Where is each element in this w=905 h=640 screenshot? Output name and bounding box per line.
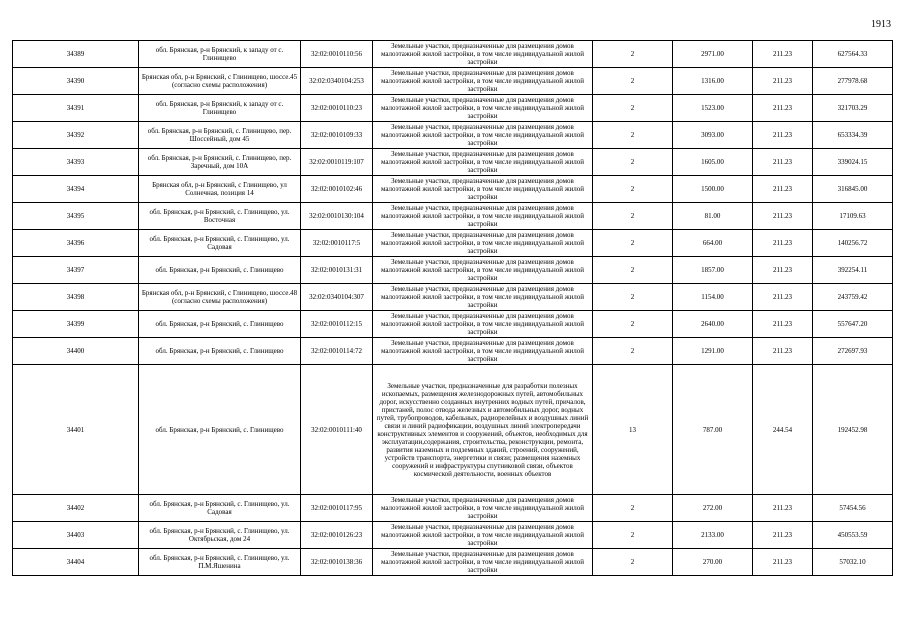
land-use-purpose-cell: Земельные участки, предназначенные для размещения домов малоэтажной жилой застройки, в том числе индивидуальной жилой застройки — [373, 549, 593, 576]
table-row — [13, 257, 893, 284]
land-use-purpose-cell: Земельные участки, предназначенные для размещения домов малоэтажной жилой застройки, в том числе индивидуальной жилой застройки — [373, 495, 593, 522]
group-number-cell: 2 — [593, 284, 673, 311]
specific-value-cell: 211.23 — [753, 95, 813, 122]
land-use-purpose-cell: Земельные участки, предназначенные для размещения домов малоэтажной жилой застройки, в том числе индивидуальной жилой застройки — [373, 149, 593, 176]
row-number: 34392 — [13, 122, 139, 149]
area-cell: 81.00 — [673, 203, 753, 230]
cadastral-number-cell: 32:02:0010109:33 — [301, 122, 373, 149]
table-row — [13, 230, 893, 257]
cadastral-value-cell: 339024.15 — [813, 149, 893, 176]
specific-value-cell: 211.23 — [753, 149, 813, 176]
land-use-purpose-cell: Земельные участки, предназначенные для размещения домов малоэтажной жилой застройки, в том числе индивидуальной жилой застройки — [373, 122, 593, 149]
row-number: 34396 — [13, 230, 139, 257]
address-cell: Брянская обл, р-н Брянский, с Глинищево, шоссе.48 (согласно схемы расположения) — [139, 284, 301, 311]
land-use-purpose-cell: Земельные участки, предназначенные для размещения домов малоэтажной жилой застройки, в том числе индивидуальной жилой застройки — [373, 311, 593, 338]
table-row — [13, 95, 893, 122]
cadastral-number-cell: 32:02:0010111:40 — [301, 365, 373, 495]
address-cell: обл. Брянская, р-н Брянский, к западу от с. Глинищево — [139, 41, 301, 68]
area-cell: 2971.00 — [673, 41, 753, 68]
specific-value-cell: 211.23 — [753, 230, 813, 257]
specific-value-cell: 211.23 — [753, 122, 813, 149]
row-number: 34400 — [13, 338, 139, 365]
land-use-purpose-cell: Земельные участки, предназначенные для размещения домов малоэтажной жилой застройки, в том числе индивидуальной жилой застройки — [373, 41, 593, 68]
cadastral-number-cell: 32:02:0010102:46 — [301, 176, 373, 203]
cadastral-number-cell: 32:02:0010131:31 — [301, 257, 373, 284]
cadastral-value-cell: 57454.56 — [813, 495, 893, 522]
row-number: 34391 — [13, 95, 139, 122]
row-number: 34399 — [13, 311, 139, 338]
cadastral-value-cell: 653334.39 — [813, 122, 893, 149]
cadastral-value-cell: 450553.59 — [813, 522, 893, 549]
cadastral-number-cell: 32:02:0010138:36 — [301, 549, 373, 576]
table-row — [13, 41, 893, 68]
cadastral-value-cell: 17109.63 — [813, 203, 893, 230]
area-cell: 1857.00 — [673, 257, 753, 284]
address-cell: обл. Брянская, р-н Брянский, к западу от с. Глинищево — [139, 95, 301, 122]
cadastral-number-cell: 32:02:0340104:253 — [301, 68, 373, 95]
cadastral-number-cell: 32:02:0340104:307 — [301, 284, 373, 311]
table-row — [13, 176, 893, 203]
land-use-purpose-cell: Земельные участки, предназначенные для размещения домов малоэтажной жилой застройки, в том числе индивидуальной жилой застройки — [373, 338, 593, 365]
specific-value-cell: 211.23 — [753, 338, 813, 365]
area-cell: 1523.00 — [673, 95, 753, 122]
specific-value-cell: 211.23 — [753, 495, 813, 522]
area-cell: 1154.00 — [673, 284, 753, 311]
table-row — [13, 149, 893, 176]
table-row — [13, 122, 893, 149]
group-number-cell: 2 — [593, 522, 673, 549]
cadastral-value-cell: 321703.29 — [813, 95, 893, 122]
address-cell: обл. Брянская, р-н Брянский, с. Глинищево — [139, 338, 301, 365]
row-number: 34397 — [13, 257, 139, 284]
specific-value-cell: 211.23 — [753, 257, 813, 284]
table-row — [13, 495, 893, 522]
cadastral-value-table — [12, 40, 893, 576]
table-row — [13, 68, 893, 95]
specific-value-cell: 211.23 — [753, 549, 813, 576]
table-row — [13, 311, 893, 338]
land-use-purpose-cell: Земельные участки, предназначенные для размещения домов малоэтажной жилой застройки, в том числе индивидуальной жилой застройки — [373, 257, 593, 284]
address-cell: обл. Брянская, р-н Брянский, с. Глинищево — [139, 365, 301, 495]
land-use-purpose-cell: Земельные участки, предназначенные для размещения домов малоэтажной жилой застройки, в том числе индивидуальной жилой застройки — [373, 176, 593, 203]
cadastral-number-cell: 32:02:0010112:15 — [301, 311, 373, 338]
area-cell: 664.00 — [673, 230, 753, 257]
specific-value-cell: 211.23 — [753, 68, 813, 95]
row-number: 34395 — [13, 203, 139, 230]
group-number-cell: 2 — [593, 122, 673, 149]
cadastral-value-cell: 243759.42 — [813, 284, 893, 311]
area-cell: 2133.00 — [673, 522, 753, 549]
specific-value-cell: 211.23 — [753, 284, 813, 311]
group-number-cell: 2 — [593, 203, 673, 230]
cadastral-value-cell: 316845.00 — [813, 176, 893, 203]
area-cell: 1500.00 — [673, 176, 753, 203]
address-cell: обл. Брянская, р-н Брянский, с. Глинищево — [139, 257, 301, 284]
land-use-purpose-cell: Земельные участки, предназначенные для размещения домов малоэтажной жилой застройки, в том числе индивидуальной жилой застройки — [373, 522, 593, 549]
specific-value-cell: 211.23 — [753, 203, 813, 230]
table-row — [13, 284, 893, 311]
address-cell: обл. Брянская, р-н Брянский, с. Глинищево, ул. Восточная — [139, 203, 301, 230]
group-number-cell: 2 — [593, 176, 673, 203]
page-number: 1913 — [871, 19, 891, 30]
group-number-cell: 2 — [593, 230, 673, 257]
group-number-cell: 13 — [593, 365, 673, 495]
specific-value-cell: 211.23 — [753, 522, 813, 549]
area-cell: 272.00 — [673, 495, 753, 522]
cadastral-value-cell: 627564.33 — [813, 41, 893, 68]
address-cell: обл. Брянская, р-н Брянский, с. Глинищево, ул. Садовая — [139, 495, 301, 522]
cadastral-number-cell: 32:02:0010126:23 — [301, 522, 373, 549]
area-cell: 1316.00 — [673, 68, 753, 95]
cadastral-value-cell: 192452.98 — [813, 365, 893, 495]
cadastral-number-cell: 32:02:0010117:95 — [301, 495, 373, 522]
row-number: 34389 — [13, 41, 139, 68]
cadastral-value-cell: 272697.93 — [813, 338, 893, 365]
row-number: 34398 — [13, 284, 139, 311]
address-cell: Брянская обл, р-н Брянский, с Глинищево, ул Солнечная, позиция 14 — [139, 176, 301, 203]
group-number-cell: 2 — [593, 257, 673, 284]
row-number: 34402 — [13, 495, 139, 522]
group-number-cell: 2 — [593, 68, 673, 95]
cadastral-number-cell: 32:02:0010110:56 — [301, 41, 373, 68]
cadastral-number-cell: 32:02:0010117:5 — [301, 230, 373, 257]
cadastral-value-cell: 57032.10 — [813, 549, 893, 576]
row-number: 34403 — [13, 522, 139, 549]
row-number: 34404 — [13, 549, 139, 576]
land-use-purpose-cell: Земельные участки, предназначенные для разработки полезных ископаемых, размещения железнодорожных путей, автомобильных дорог, искусственно созданных внутренних водных путей, причалов, пристаней, полос отвода железных и автомобильных дорог, водных путей, трубопроводов, кабельных, радиорелейных и воздушных линий связи и линий радиофикации, воздушных линий электропередачи конструктивных элементов и сооружений, объектов, необходимых для эксплуатации,содержания, строительства, реконструкции, ремонта, развития наземных и подземных зданий, строений, сооружений, устройств транспорта, энергетики и связи; размещения наземных сооружений и инфраструктуры спутниковой связи, объектов космической деятельности, военных объектов — [373, 365, 593, 495]
table-row — [13, 522, 893, 549]
group-number-cell: 2 — [593, 95, 673, 122]
area-cell: 787.00 — [673, 365, 753, 495]
address-cell: обл. Брянская, р-н Брянский, с. Глинищево — [139, 311, 301, 338]
group-number-cell: 2 — [593, 41, 673, 68]
cadastral-value-cell: 140256.72 — [813, 230, 893, 257]
land-use-purpose-cell: Земельные участки, предназначенные для размещения домов малоэтажной жилой застройки, в том числе индивидуальной жилой застройки — [373, 203, 593, 230]
row-number: 34394 — [13, 176, 139, 203]
specific-value-cell: 211.23 — [753, 176, 813, 203]
area-cell: 1605.00 — [673, 149, 753, 176]
group-number-cell: 2 — [593, 549, 673, 576]
group-number-cell: 2 — [593, 311, 673, 338]
land-use-purpose-cell: Земельные участки, предназначенные для размещения домов малоэтажной жилой застройки, в том числе индивидуальной жилой застройки — [373, 95, 593, 122]
cadastral-number-cell: 32:02:0010114:72 — [301, 338, 373, 365]
row-number: 34393 — [13, 149, 139, 176]
row-number: 34390 — [13, 68, 139, 95]
group-number-cell: 2 — [593, 149, 673, 176]
table-row — [13, 338, 893, 365]
cadastral-number-cell: 32:02:0010110:23 — [301, 95, 373, 122]
land-use-purpose-cell: Земельные участки, предназначенные для размещения домов малоэтажной жилой застройки, в том числе индивидуальной жилой застройки — [373, 230, 593, 257]
address-cell: обл. Брянская, р-н Брянский, с. Глинищево, ул. Садовая — [139, 230, 301, 257]
address-cell: обл. Брянская, р-н Брянский, с. Глинищево, пер. Шоссейный, дом 45 — [139, 122, 301, 149]
land-use-purpose-cell: Земельные участки, предназначенные для размещения домов малоэтажной жилой застройки, в том числе индивидуальной жилой застройки — [373, 284, 593, 311]
area-cell: 1291.00 — [673, 338, 753, 365]
table-row — [13, 549, 893, 576]
area-cell: 3093.00 — [673, 122, 753, 149]
table-row — [13, 203, 893, 230]
group-number-cell: 2 — [593, 495, 673, 522]
cadastral-value-cell: 392254.11 — [813, 257, 893, 284]
cadastral-value-cell: 557647.20 — [813, 311, 893, 338]
area-cell: 270.00 — [673, 549, 753, 576]
address-cell: обл. Брянская, р-н Брянский, с. Глинищево, пер. Заречный, дом 10А — [139, 149, 301, 176]
address-cell: обл. Брянская, р-н Брянский, с. Глинищево, ул. П.М.Яшенина — [139, 549, 301, 576]
address-cell: Брянская обл, р-н Брянский, с Глинищево, шоссе.45 (согласно схемы расположения) — [139, 68, 301, 95]
specific-value-cell: 244.54 — [753, 365, 813, 495]
group-number-cell: 2 — [593, 338, 673, 365]
land-use-purpose-cell: Земельные участки, предназначенные для размещения домов малоэтажной жилой застройки, в том числе индивидуальной жилой застройки — [373, 68, 593, 95]
specific-value-cell: 211.23 — [753, 41, 813, 68]
specific-value-cell: 211.23 — [753, 311, 813, 338]
table-row — [13, 365, 893, 495]
cadastral-value-cell: 277978.68 — [813, 68, 893, 95]
cadastral-number-cell: 32:02:0010119:107 — [301, 149, 373, 176]
cadastral-number-cell: 32:02:0010130:104 — [301, 203, 373, 230]
address-cell: обл. Брянская, р-н Брянский, с. Глинищево, ул. Октябрьская, дом 24 — [139, 522, 301, 549]
row-number: 34401 — [13, 365, 139, 495]
area-cell: 2640.00 — [673, 311, 753, 338]
